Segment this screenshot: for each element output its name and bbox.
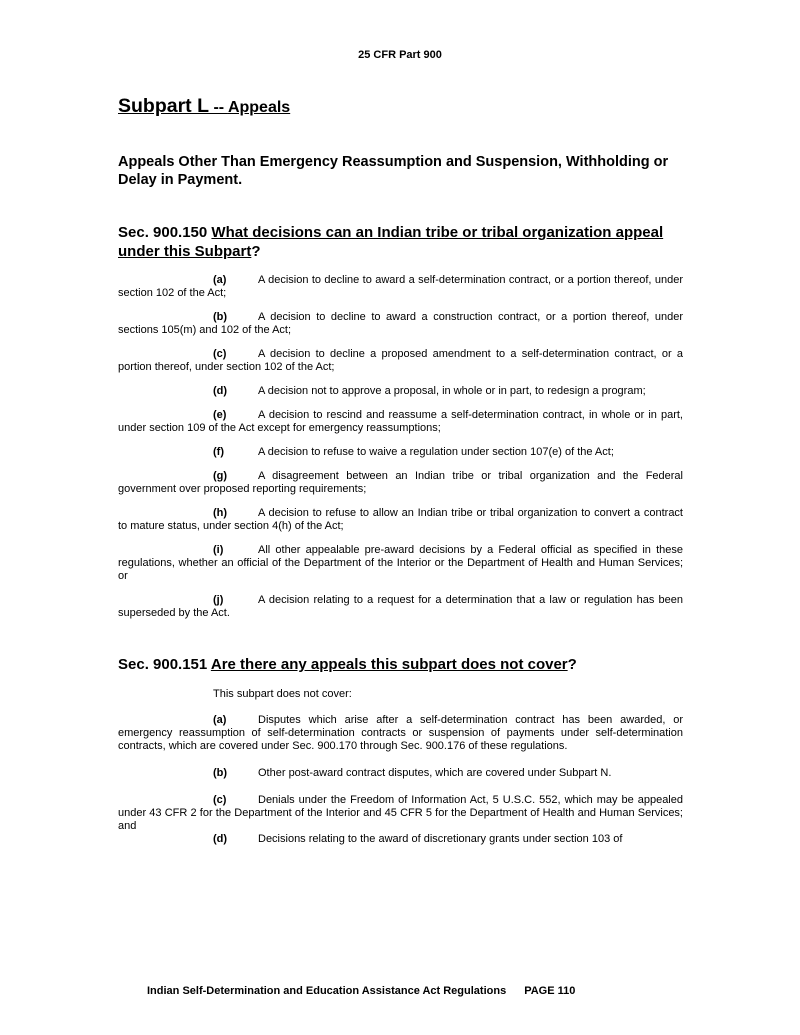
- list-item: [118, 348, 683, 374]
- section-title-900-150: [118, 223, 683, 261]
- item-text: A decision to decline to award a construction contract, or a portion thereof, under sections 105(m) and 102 of the Act;: [118, 311, 683, 336]
- subpart-title-sub: Appeals: [227, 99, 291, 116]
- list-item: [118, 794, 683, 833]
- item-label: (c): [213, 794, 227, 806]
- page-number: PAGE 110: [524, 985, 576, 997]
- section-number: Sec. 900.150: [118, 224, 212, 241]
- subpart-title: [118, 93, 683, 121]
- list-item: [118, 409, 683, 435]
- item-text: A decision to refuse to allow an Indian tribe or tribal organization to convert a contract to mature status, under section 4(h) of the Act;: [118, 507, 683, 532]
- item-label: (h): [213, 507, 228, 519]
- item-text: A decision to rescind and reassume a self-determination contract, in whole or in part, under section 109 of the Act except for emergency reassumptions;: [118, 409, 683, 434]
- list-item: [118, 446, 683, 459]
- item-label: (j): [213, 594, 224, 606]
- list-item: [118, 714, 683, 753]
- list-item: [118, 385, 683, 398]
- list-item: [118, 470, 683, 496]
- item-text: Denials under the Freedom of Information Act, 5 U.S.C. 552, which may be appealed under 43 CFR 2 for the Department of the Interior and 45 CFR 5 for the Department of Health and Human Services; and: [118, 794, 683, 832]
- item-text: A decision not to approve a proposal, in whole or in part, to redesign a program;: [258, 385, 646, 397]
- item-text: All other appealable pre-award decisions by a Federal official as specified in these regulations, whether an official of the Department of the Interior or the Department of Health and Human Services; or: [118, 544, 683, 582]
- item-label: (b): [213, 767, 228, 779]
- item-label: (b): [213, 311, 228, 323]
- item-text: Disputes which arise after a self-determination contract has been awarded, or emergency reassumption of self-determination contracts or suspension of payments under self-determination contracts, which are covered under Sec. 900.170 through Sec. 900.176 of these regulations.: [118, 714, 683, 752]
- footer-title: Indian Self-Determination and Education Assistance Act Regulations: [147, 985, 507, 997]
- list-item: [118, 767, 683, 780]
- group-title: Appeals Other Than Emergency Reassumption and Suspension, Withholding or Delay in Payment.: [118, 154, 669, 188]
- page-header: 25 CFR Part 900: [358, 49, 442, 61]
- list-item: [118, 311, 683, 337]
- item-label: (g): [213, 470, 228, 482]
- item-label: (e): [213, 409, 227, 421]
- list-item: [118, 274, 683, 300]
- section-number: Sec. 900.151: [118, 656, 211, 673]
- section-heading: Are there any appeals this subpart does not cover: [210, 656, 568, 673]
- item-label: (a): [213, 274, 227, 286]
- list-item: [118, 544, 683, 583]
- item-label: (a): [213, 714, 227, 726]
- list-item: [118, 507, 683, 533]
- item-text: A decision to decline to award a self-determination contract, or a portion thereof, under section 102 of the Act;: [118, 274, 683, 299]
- item-text: A disagreement between an Indian tribe or tribal organization and the Federal government over proposed reporting requirements;: [118, 470, 683, 495]
- page-footer: [147, 985, 575, 997]
- item-text: Other post-award contract disputes, which are covered under Subpart N.: [258, 767, 612, 779]
- item-label: (d): [213, 833, 228, 845]
- item-text: A decision relating to a request for a determination that a law or regulation has been superseded by the Act.: [118, 594, 683, 619]
- subpart-title-main: Subpart L: [118, 95, 209, 117]
- section-title-900-151: [118, 655, 683, 674]
- section-intro: This subpart does not cover:: [213, 688, 352, 700]
- item-label: (d): [213, 385, 228, 397]
- item-label: (f): [213, 446, 224, 458]
- item-text: A decision to decline a proposed amendment to a self-determination contract, or a portion thereof, under section 102 of the Act;: [118, 348, 683, 373]
- subpart-title-sep: --: [209, 99, 228, 116]
- section-heading-end: ?: [567, 656, 577, 673]
- section-heading-end: ?: [251, 243, 261, 260]
- item-text: Decisions relating to the award of discretionary grants under section 103 of: [258, 833, 623, 845]
- list-item: [118, 833, 683, 846]
- section-heading: What decisions can an Indian tribe or tribal organization appeal under this Subpart: [118, 224, 664, 260]
- item-label: (c): [213, 348, 227, 360]
- list-item: [118, 594, 683, 620]
- item-label: (i): [213, 544, 224, 556]
- document-body: [118, 93, 683, 846]
- item-text: A decision to refuse to waive a regulation under section 107(e) of the Act;: [258, 446, 614, 458]
